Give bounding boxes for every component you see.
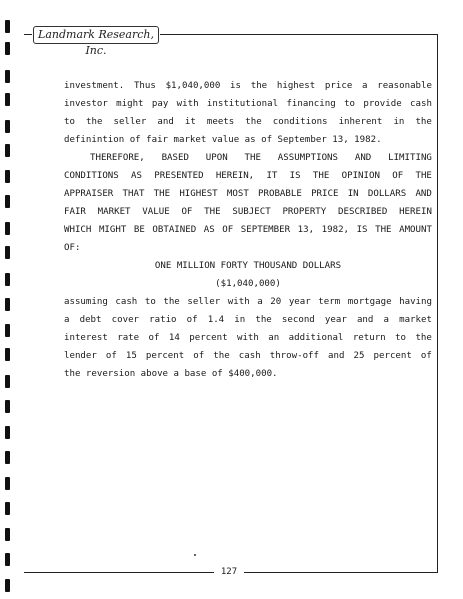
word: of (148, 333, 160, 343)
word: highest (276, 81, 316, 91)
word: with (176, 99, 199, 109)
binding-hole (5, 502, 10, 515)
binding-hole (5, 324, 10, 337)
word: MARKET (97, 207, 131, 217)
binding-hole (5, 579, 10, 592)
word: institutional (206, 99, 279, 109)
binding-hole (5, 20, 10, 33)
word: to (395, 333, 407, 343)
binding-hole (5, 400, 10, 413)
text-line (64, 95, 432, 113)
binding-hole (5, 222, 10, 235)
word: ASSUMPTIONS (277, 153, 339, 163)
word: IT (266, 171, 278, 181)
amount-in-words: ONE MILLION FORTY THOUSAND DOLLARS (154, 261, 342, 271)
text-line: definintion of fair market value as of September 13, 1982. (64, 135, 382, 145)
word: pay (151, 99, 169, 109)
report-body (64, 77, 432, 383)
word: lender (64, 351, 97, 361)
text-line (64, 167, 432, 185)
word: DOLLARS (367, 189, 407, 199)
word: AND (415, 189, 432, 199)
word: SUBJECT (232, 207, 271, 217)
word: OF (222, 225, 234, 235)
word: AND (354, 153, 372, 163)
stray-mark (194, 554, 196, 556)
word: IS (289, 171, 301, 181)
word: CONDITIONS (64, 171, 119, 181)
word: the (245, 117, 262, 127)
binding-holes (5, 20, 11, 595)
word: IS (356, 225, 368, 235)
amount-in-figures: ($1,040,000) (215, 279, 281, 289)
word: LIMITING (388, 153, 432, 163)
word: market (399, 315, 432, 325)
text-line (64, 311, 432, 329)
text-line (64, 185, 432, 203)
word: MOST (226, 189, 249, 199)
word: year (288, 297, 311, 307)
word: additional (288, 333, 344, 343)
word: the (415, 333, 432, 343)
word: DESCRIBED (338, 207, 388, 217)
frame-line (24, 572, 214, 573)
word: OF (392, 171, 404, 181)
word: OBTAINED (152, 225, 197, 235)
word: 15 (125, 351, 137, 361)
word: THAT (122, 189, 145, 199)
binding-hole (5, 120, 10, 133)
binding-hole (5, 477, 10, 490)
word: cash (238, 351, 261, 361)
binding-hole (5, 70, 10, 83)
word: VALUE (142, 207, 170, 217)
word: THEREFORE, (90, 153, 145, 163)
word: to (64, 117, 75, 127)
word: SEPTEMBER (240, 225, 291, 235)
word: cash (115, 297, 138, 307)
word: conditions (272, 117, 328, 127)
text-line (64, 77, 432, 95)
word: 25 (353, 351, 365, 361)
word: PRICE (311, 189, 339, 199)
word: and (157, 117, 174, 127)
word: the (163, 297, 180, 307)
word: with (227, 297, 250, 307)
word: inherent (338, 117, 383, 127)
word: PROPERTY (282, 207, 327, 217)
word: and (328, 351, 345, 361)
word: AS (131, 171, 142, 181)
word: reasonable (377, 81, 432, 91)
frame-line (437, 34, 438, 573)
word: to (344, 99, 356, 109)
word: MIGHT (98, 225, 127, 235)
page-number: 127 (214, 565, 244, 579)
binding-hole (5, 93, 10, 106)
word: 13, (297, 225, 315, 235)
word: might (116, 99, 144, 109)
word: investor (64, 99, 108, 109)
word: price (324, 81, 353, 91)
word: in (234, 315, 246, 325)
word: provide (363, 99, 402, 109)
word: BASED (161, 153, 189, 163)
word: $1,040,000 (165, 81, 221, 91)
word: ratio (149, 315, 177, 325)
word: investment. (64, 81, 125, 91)
word: debt (79, 315, 102, 325)
binding-hole (5, 195, 10, 208)
frame-line (24, 34, 32, 35)
company-logo: Landmark Research, Inc. (33, 26, 159, 44)
word: the (213, 351, 230, 361)
word: and (356, 315, 374, 325)
word: THE (204, 207, 221, 217)
word: PRESENTED (154, 171, 204, 181)
word: assuming (64, 297, 108, 307)
word: 1982, (321, 225, 350, 235)
word: second (281, 315, 315, 325)
text-line (64, 293, 432, 311)
text-line (64, 203, 432, 221)
word: percent (373, 351, 412, 361)
word: seller (187, 297, 221, 307)
word: the (255, 315, 272, 325)
binding-hole (5, 298, 10, 311)
word: of (193, 351, 205, 361)
binding-hole (5, 451, 10, 464)
word: 1.4 (207, 315, 225, 325)
word: of (186, 315, 198, 325)
word: return (352, 333, 386, 343)
word: the (86, 117, 103, 127)
word: financing (286, 99, 336, 109)
text-line: the reversion above a base of $400,000. (64, 369, 278, 379)
word: having (399, 297, 432, 307)
word: a (362, 81, 368, 91)
text-line (64, 149, 432, 167)
word: THE (244, 153, 261, 163)
binding-hole (5, 553, 10, 566)
word: FAIR (64, 207, 86, 217)
word: is (230, 81, 241, 91)
word: to (144, 297, 156, 307)
text-line (64, 329, 432, 347)
word: seller (113, 117, 147, 127)
word: the (250, 81, 268, 91)
word: a (257, 297, 263, 307)
word: OF (181, 207, 193, 217)
text-line (64, 113, 432, 131)
word: percent (145, 351, 185, 361)
word: WHICH (64, 225, 92, 235)
word: a (383, 315, 389, 325)
word: IN (347, 189, 359, 199)
word: BE (133, 225, 145, 235)
text-line (64, 347, 432, 365)
word: UPON (205, 153, 228, 163)
frame-line (160, 34, 437, 35)
word: with (236, 333, 259, 343)
text-line (64, 221, 432, 239)
word: HIGHEST (179, 189, 218, 199)
word: an (268, 333, 280, 343)
word: the (415, 117, 432, 127)
word: of (420, 351, 432, 361)
binding-hole (5, 426, 10, 439)
word: meets (206, 117, 235, 127)
word: rate (117, 333, 140, 343)
word: it (184, 117, 196, 127)
word: cash (410, 99, 432, 109)
word: term (318, 297, 341, 307)
binding-hole (5, 144, 10, 157)
word: interest (64, 333, 108, 343)
binding-hole (5, 246, 10, 259)
word: THE (375, 225, 392, 235)
word: percent (189, 333, 228, 343)
word: Thus (133, 81, 156, 91)
word: AS (203, 225, 215, 235)
word: OPINION (341, 171, 380, 181)
word: THE (415, 171, 432, 181)
binding-hole (5, 170, 10, 183)
text-line: OF: (64, 243, 81, 253)
word: THE (312, 171, 330, 181)
word: PROBABLE (258, 189, 302, 199)
word: a (64, 315, 70, 325)
frame-line (244, 572, 438, 573)
word: AMOUNT (399, 225, 432, 235)
binding-hole (5, 42, 10, 55)
word: 20 (270, 297, 282, 307)
word: mortgage (347, 297, 392, 307)
word: in (393, 117, 405, 127)
word: THE (153, 189, 171, 199)
binding-hole (5, 348, 10, 361)
word: year (324, 315, 347, 325)
word: HEREIN, (215, 171, 255, 181)
word: 14 (168, 333, 180, 343)
binding-hole (5, 528, 10, 541)
binding-hole (5, 375, 10, 388)
word: cover (111, 315, 140, 325)
word: HEREIN (399, 207, 432, 217)
word: APPRAISER (64, 189, 114, 199)
word: throw-off (269, 351, 319, 361)
word: of (105, 351, 117, 361)
binding-hole (5, 273, 10, 286)
